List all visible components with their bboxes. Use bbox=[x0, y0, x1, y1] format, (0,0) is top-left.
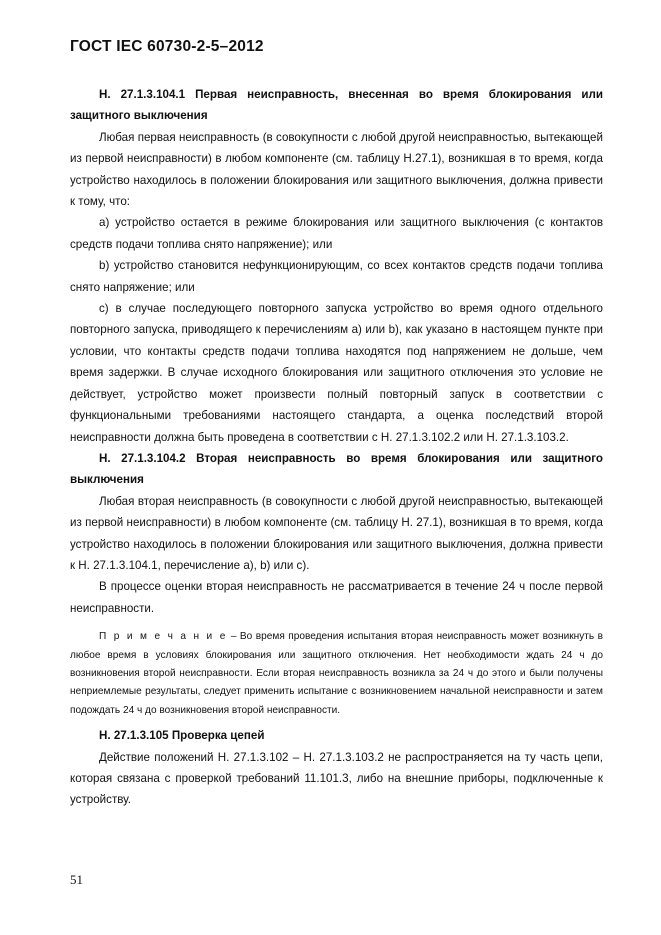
note-paragraph bbox=[70, 628, 603, 720]
note-label: П р и м е ч а н и е bbox=[99, 631, 228, 643]
note-text: – Во время проведения испытания вторая неисправность может возникнуть в любое время в условиях блокирования или защитного отключения. Нет необходимости ждать 24 ч до возникновения второй неисправности. Если вторая неисправность возникла за 24 ч до этого и были получены неприемлемые результаты, следует применить испытание с возникновением начальной неисправности и затем подождать 24 ч до возникновения второй неисправности. bbox=[70, 631, 604, 716]
section-heading-104-1: Н. 27.1.3.104.1 Первая неисправность, внесенная во время блокирования или защитного выключения bbox=[70, 88, 603, 123]
section-heading-105: Н. 27.1.3.105 Проверка цепей bbox=[99, 729, 265, 743]
paragraph-104-2-second: В процессе оценки вторая неисправность не рассматривается в течение 24 ч после первой неисправности. bbox=[70, 580, 603, 615]
section-heading-104-2: Н. 27.1.3.104.2 Вторая неисправность во время блокирования или защитного выключения bbox=[70, 451, 603, 487]
page-number: 51 bbox=[70, 872, 83, 887]
list-item-a: a) устройство остается в режиме блокирования или защитного выключения (с контактов средств подачи топлива снято напряжение); или bbox=[70, 216, 603, 251]
list-item-b: b) устройство становится нефункционирующим, со всех контактов средств подачи топлива снято напряжение; или bbox=[70, 259, 603, 294]
paragraph-104-1-intro: Любая первая неисправность (в совокупности с любой другой неисправностью, вытекающей из первой неисправности) в любом компоненте (см. таблицу Н.27.1), возникшая в то время, когда устройство находилось в положении блокирования или защитного выключения, должна привести к тому, что: bbox=[70, 130, 603, 209]
standard-header: ГОСТ IEC 60730-2-5–2012 bbox=[70, 38, 264, 55]
paragraph-105: Действие положений Н. 27.1.3.102 – Н. 27.1.3.103.2 не распространяется на ту часть цепи, которая связана с проверкой требований 11.101.3, либо на внешние приборы, подключенные к устройству. bbox=[70, 750, 603, 807]
paragraph-104-2-first: Любая вторая неисправность (в совокупности с любой другой неисправностью, вытекающей из первой неисправности) в любом компоненте (см. таблицу Н. 27.1), возникшая в то время, когда устройство находилось в положении блокирования или защитного выключения, должна привести к Н. 27.1.3.104.1, перечисление a), b) или c). bbox=[70, 494, 603, 572]
document-body bbox=[70, 84, 603, 811]
list-item-c: c) в случае последующего повторного запуска устройство во время одного отдельного повторного запуска, приводящего к перечислениям a) или b), как указано в настоящем пункте при условии, что контакты средств подачи топлива находятся под напряжением не дольше, чем время задержки. В случае исходного блокирования или защитного отключения это условие не действует, устройство может произвести полный повторный запуск в соответствии с функциональными требованиями настоящего стандарта, а оценка последствий второй неисправности должна быть проведена в соответствии с Н. 27.1.3.102.2 или Н. 27.1.3.103.2. bbox=[70, 302, 603, 444]
